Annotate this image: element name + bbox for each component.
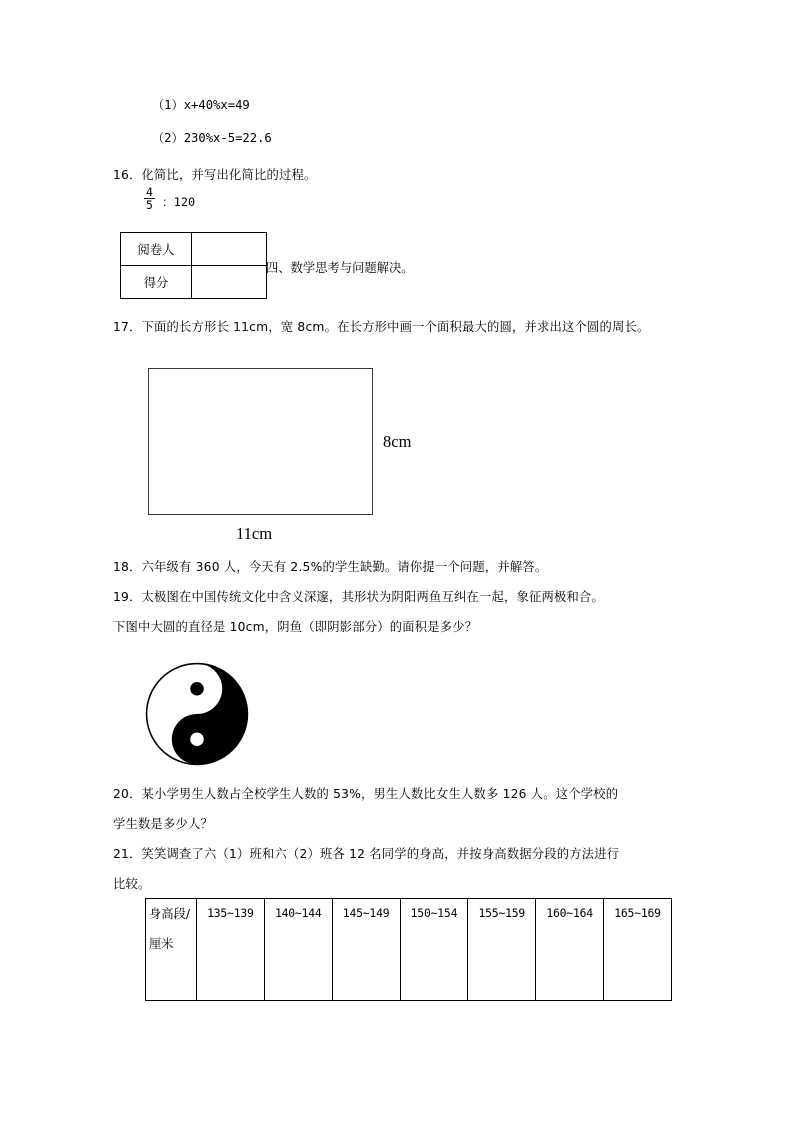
equation-item-1: （1）x+40%x=49 bbox=[152, 98, 250, 112]
height-range-cell-7: 165~169 bbox=[604, 899, 672, 1001]
section-heading-four: 四、数学思考与问题解决。 bbox=[266, 261, 414, 275]
height-range-cell-4: 150~154 bbox=[400, 899, 468, 1001]
height-range-cell-1: 135~139 bbox=[197, 899, 265, 1001]
height-ranges-table bbox=[145, 898, 672, 1001]
score-table-value-grader[interactable] bbox=[192, 233, 267, 266]
rectangle-figure bbox=[148, 368, 373, 515]
question-20-line-1: 20．某小学男生人数占全校学生人数的 53%，男生人数比女生人数多 126 人。这个学校的 bbox=[113, 787, 619, 801]
question-20-line-2: 学生数是多少人？ bbox=[113, 817, 213, 831]
question-17-text: 17．下面的长方形长 11cm，宽 8cm。在长方形中画一个面积最大的圆，并求出这个圆的周长。 bbox=[113, 320, 650, 334]
height-table-header-cell: 身高段/厘米 bbox=[146, 899, 197, 1001]
question-16-ratio bbox=[144, 186, 195, 211]
question-16-text: 16．化简比，并写出化简比的过程。 bbox=[113, 168, 317, 182]
rectangle-height-label: 8cm bbox=[383, 432, 412, 451]
score-table-label-grader: 阅卷人 bbox=[121, 233, 192, 266]
ratio-remainder: ：120 bbox=[161, 195, 196, 210]
fraction-denominator: 5 bbox=[146, 198, 153, 213]
table-row bbox=[146, 899, 672, 1001]
question-21-line-1: 21．笑笑调查了六（1）班和六（2）班各 12 名同学的身高，并按身高数据分段的方法进行 bbox=[113, 847, 620, 861]
question-19-line-2: 下图中大圆的直径是 10cm，阴鱼（即阴影部分）的面积是多少？ bbox=[113, 620, 478, 634]
score-table bbox=[120, 232, 267, 299]
table-row bbox=[121, 233, 267, 266]
score-table-label-score: 得分 bbox=[121, 266, 192, 299]
taiji-yin-yang-icon bbox=[145, 659, 249, 769]
fraction-numerator: 4 bbox=[146, 185, 153, 199]
score-table-value-score[interactable] bbox=[192, 266, 267, 299]
fraction-four-fifths bbox=[144, 186, 155, 211]
question-21-line-2: 比较。 bbox=[113, 877, 151, 891]
height-range-cell-2: 140~144 bbox=[264, 899, 332, 1001]
height-range-cell-6: 160~164 bbox=[536, 899, 604, 1001]
rectangle-width-label: 11cm bbox=[236, 524, 273, 543]
question-19-line-1: 19．太极图在中国传统文化中含义深邃，其形状为阴阳两鱼互纠在一起，象征两极和合。 bbox=[113, 590, 604, 604]
height-range-cell-5: 155~159 bbox=[468, 899, 536, 1001]
equation-item-2: （2）230%x-5=22.6 bbox=[152, 131, 272, 145]
table-row bbox=[121, 266, 267, 299]
question-18-text: 18．六年级有 360 人，今天有 2.5%的学生缺勤。请你提一个问题，并解答。 bbox=[113, 560, 548, 574]
height-range-cell-3: 145~149 bbox=[332, 899, 400, 1001]
